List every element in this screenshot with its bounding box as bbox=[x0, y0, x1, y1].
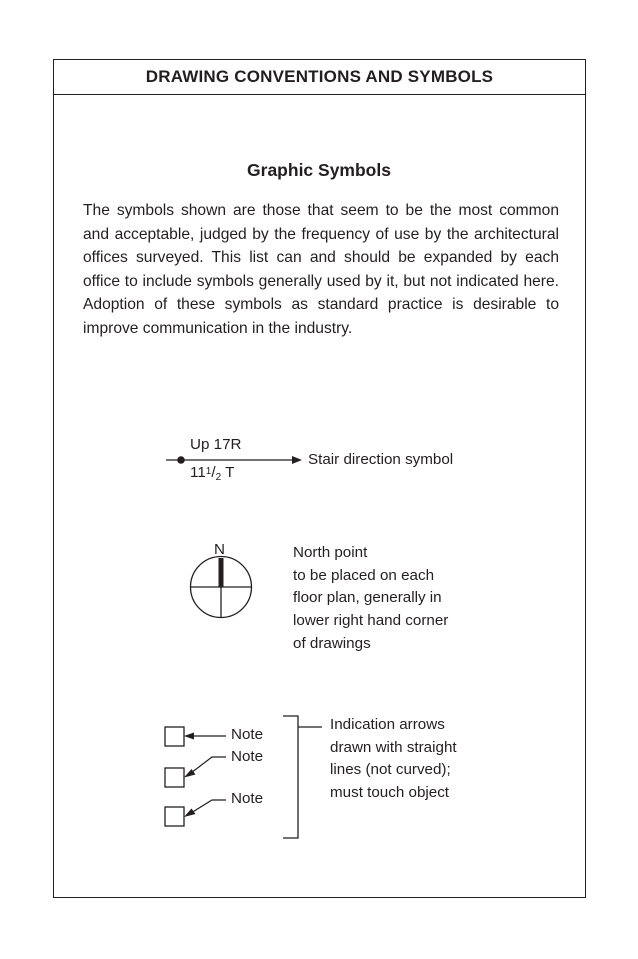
note-label-3: Note bbox=[231, 790, 264, 807]
notes-caption: Indication arrows drawn with straight lines (not curved); must touch object bbox=[330, 716, 457, 802]
stair-risers-label: Up 17R bbox=[190, 436, 242, 453]
section-heading: Graphic Symbols bbox=[247, 160, 391, 180]
object-box-2 bbox=[165, 768, 184, 787]
object-box-3 bbox=[165, 807, 184, 826]
north-caption: North point to be placed on each floor plan, generally in lower right hand corner of drawings bbox=[293, 544, 449, 652]
start-dot-icon bbox=[177, 456, 185, 464]
stair-direction-symbol bbox=[166, 456, 302, 464]
north-letter: N bbox=[214, 541, 225, 558]
treads-numerator: 1 bbox=[205, 466, 212, 477]
treads-unit: T bbox=[225, 464, 235, 481]
treads-denominator: 2 bbox=[215, 472, 222, 483]
arrowhead-icon bbox=[292, 456, 302, 464]
object-box-1 bbox=[165, 727, 184, 746]
note-label-1: Note bbox=[231, 726, 264, 743]
stair-caption: Stair direction symbol bbox=[308, 451, 454, 468]
section-body: The symbols shown are those that seem to be the most common and acceptable, judged by the frequency of use by the architectural offices surveyed. This list can and should be expanded by each office to include symbols generally used by it, but not indicated here. Adoption of these symbols as standard practice is desirable to improve communication in the industry. bbox=[83, 202, 559, 337]
note-label-2: Note bbox=[231, 748, 264, 765]
stair-treads-label: $11^1/_2$ T bbox=[190, 464, 235, 483]
page-title: DRAWING CONVENTIONS AND SYMBOLS bbox=[54, 60, 585, 95]
bracket-icon bbox=[283, 716, 298, 838]
north-point-symbol bbox=[191, 557, 252, 618]
treads-whole: 11 bbox=[190, 464, 206, 481]
